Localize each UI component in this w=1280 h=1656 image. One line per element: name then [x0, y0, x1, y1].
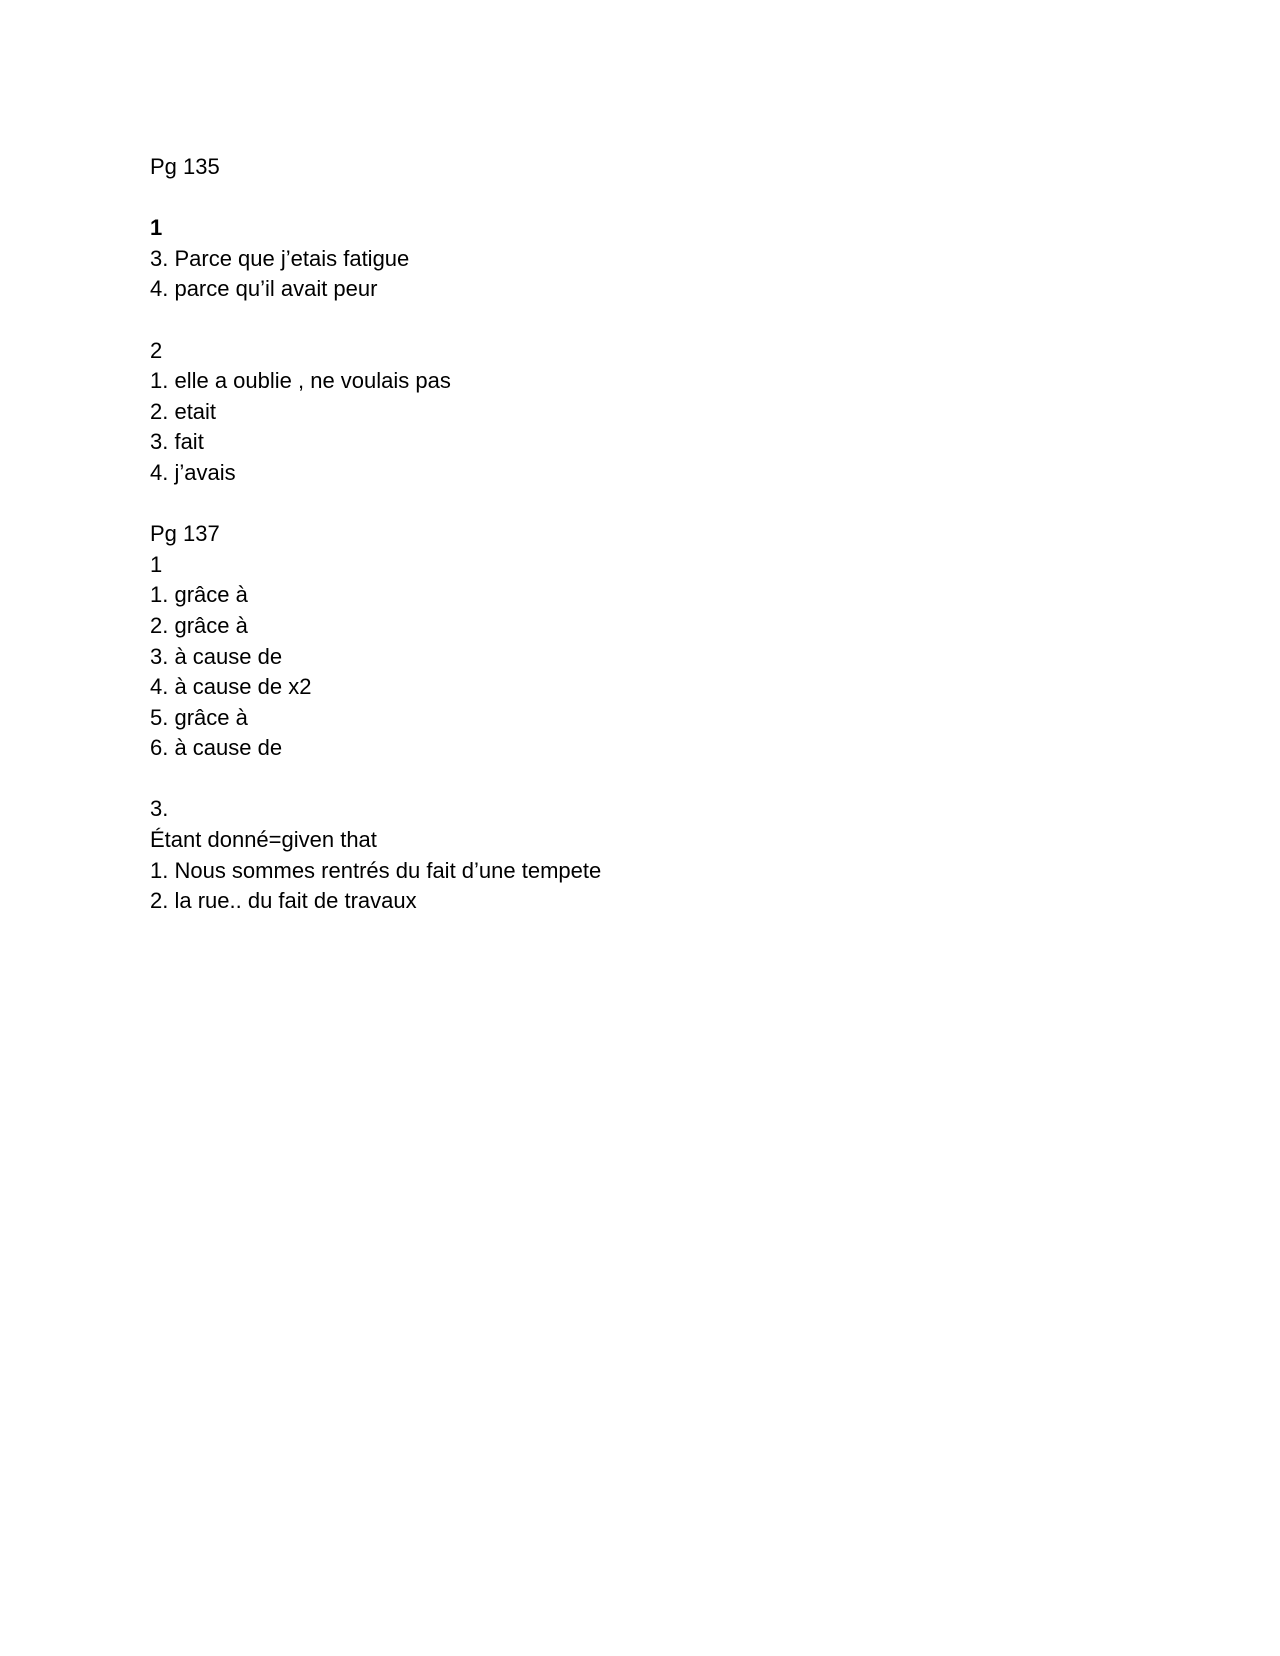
answer-line: 6. à cause de	[150, 735, 283, 761]
answer-line: 2. la rue.. du fait de travaux	[150, 888, 417, 914]
answer-line: 1. Nous sommes rentrés du fait d’une tempete	[150, 857, 602, 883]
exercise-number: 1	[150, 551, 163, 577]
answer-line: 3. fait	[150, 429, 204, 455]
exercise-number: 2	[150, 337, 163, 363]
blank-line	[150, 305, 1150, 336]
answer-line: 2. grâce à	[150, 612, 248, 638]
answer-line: 5. grâce à	[150, 704, 248, 730]
answer-line: 3. à cause de	[150, 643, 283, 669]
answer-line: 2. etait	[150, 398, 217, 424]
blank-line	[150, 764, 1150, 795]
vocabulary-note: Étant donné=given that	[150, 827, 377, 853]
answer-line: 4. à cause de x2	[150, 674, 312, 700]
answer-line: 4. j’avais	[150, 459, 236, 485]
section-heading-pg-137: Pg 137	[150, 521, 220, 547]
answer-line: 4. parce qu’il avait peur	[150, 276, 378, 302]
exercise-number: 1	[150, 215, 163, 241]
answer-line: 3. Parce que j’etais fatigue	[150, 245, 410, 271]
answer-line: 1. grâce à	[150, 582, 248, 608]
blank-line	[150, 183, 1150, 214]
section-heading-pg-135: Pg 135	[150, 154, 220, 179]
exercise-number: 3.	[150, 796, 169, 822]
blank-line	[150, 489, 1150, 520]
answer-line: 1. elle a oublie , ne voulais pas	[150, 368, 451, 394]
document-body	[150, 152, 1150, 917]
